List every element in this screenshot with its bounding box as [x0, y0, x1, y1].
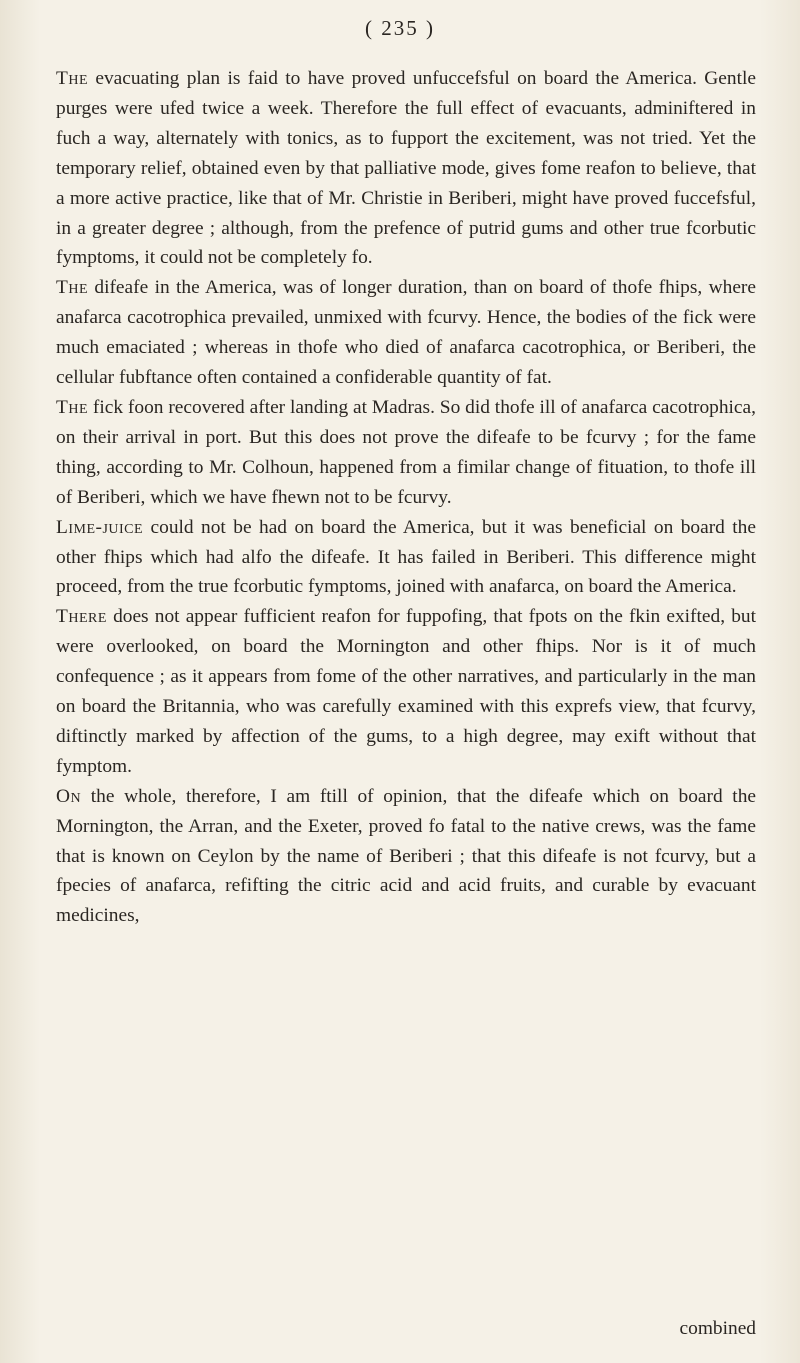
paragraph-lead: On — [56, 785, 82, 807]
catchword: combined — [679, 1318, 756, 1339]
body-text — [56, 64, 756, 931]
paragraph-3 — [56, 393, 756, 513]
paragraph-lead: The — [56, 68, 89, 89]
paragraph-6 — [56, 782, 756, 932]
paragraph-4 — [56, 513, 756, 603]
paragraph-text: evacuating plan is faid to have proved unfuccefsful on board the America. Gentle purges were ufed twice a week. Therefore the full effect of evacuants, adminiftered in fuch a way, alternately with tonics, as to fupport the excitement, was not tried. Yet the temporary relief, obtained even by that palliative mode, gives fome reafon to believe, that a more active practice, like that of Mr. Christie in Beriberi, might have proved fuccefsful, in a greater degree ; although, from the prefence of putrid gums and other true fcorbutic fymptoms, it could not be completely fo. — [56, 68, 756, 269]
paragraph-lead: Lime-juice — [56, 516, 144, 538]
paragraph-text: does not appear fufficient reafon for fuppofing, that fpots on the fkin exifted, but were overlooked, on board the Mornington and other fhips. Nor is it of much confequence ; as it appears from fome of the other narratives, and particularly in the man on board the Britannia, who was carefully examined with this exprefs view, that fcurvy, diftinctly marked by affection of the gums, to a high degree, may exift without that fymptom. — [56, 606, 756, 777]
paragraph-1 — [56, 64, 756, 273]
paragraph-lead: The — [56, 277, 89, 299]
paragraph-lead: The — [56, 396, 89, 418]
paragraph-5 — [56, 602, 756, 781]
paragraph-2 — [56, 273, 756, 393]
paragraph-text: difeafe in the America, was of longer duration, than on board of thofe fhips, where anafarca cacotrophica prevailed, unmixed with fcurvy. Hence, the bodies of the fick were much emaciated ; whereas in thofe who died of anafarca cacotrophica, or Beriberi, the cellular fubftance often contained a confiderable quantity of fat. — [56, 277, 756, 389]
paragraph-text: the whole, therefore, I am ftill of opinion, that the difeafe which on board the Mornington, the Arran, and the Exeter, proved fo fatal to the native crews, was the fame that is known on Ceylon by the name of Beriberi ; that this difeafe is not fcurvy, but a fpecies of anafarca, refifting the citric acid and acid fruits, and curable by evacuant medicines, — [56, 785, 756, 927]
paragraph-text: could not be had on board the America, but it was beneficial on board the other fhips which had alfo the difeafe. It has failed in Beriberi. This difference might proceed, from the true fcorbutic fymptoms, joined with anafarca, on board the America. — [56, 516, 756, 598]
page-number: ( 235 ) — [365, 16, 435, 40]
paragraph-lead: There — [56, 606, 107, 628]
paragraph-text: fick foon recovered after landing at Madras. So did thofe ill of anafarca cacotrophica, on their arrival in port. But this does not prove the difeafe to be fcurvy ; for the fame thing, according to Mr. Colhoun, happened from a fimilar change of fituation, to thofe ill of Beriberi, which we have fhewn not to be fcurvy. — [56, 396, 756, 508]
